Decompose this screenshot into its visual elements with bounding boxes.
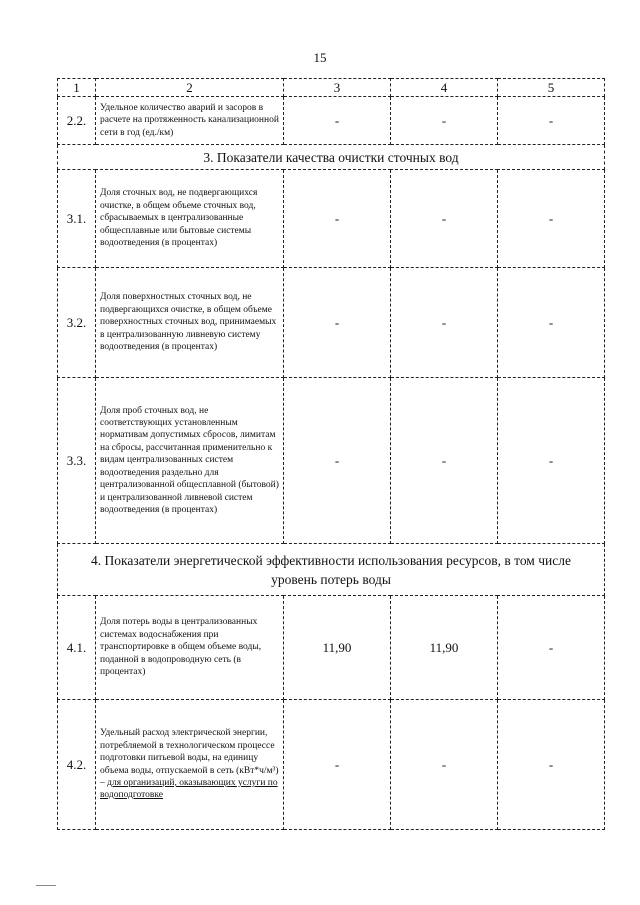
row-description: Доля сточных вод, не подвергающихся очистке, в общем объеме сточных вод, сбрасываемых в централизованные общесплавные или бытовые системы водоотведения (в процентах)	[96, 170, 284, 268]
header-col-5: 5	[498, 79, 605, 97]
section-title: 4. Показатели энергетической эффективности использования ресурсов, в том числе уровень потерь воды	[58, 544, 605, 596]
table-row	[58, 378, 605, 544]
indicators-table	[57, 78, 605, 830]
value-col-3: -	[284, 170, 391, 268]
table-row	[58, 268, 605, 378]
page-number: 15	[313, 50, 327, 65]
row-description: Доля поверхностных сточных вод, не подвергающихся очистке, в общем объеме поверхностных сточных вод, принимаемых в централизованную ливневую систему водоотведения (в процентах)	[96, 268, 284, 378]
row-description: Доля потерь воды в централизованных системах водоснабжения при транспортировке в общем объеме воды, поданной в водопроводную сеть (в процентах)	[96, 596, 284, 700]
section-title: 3. Показатели качества очистки сточных вод	[58, 145, 605, 170]
table-row	[58, 700, 605, 830]
row-description	[96, 700, 284, 830]
row-number: 3.1.	[58, 170, 96, 268]
value-col-4: -	[391, 170, 498, 268]
header-row	[58, 79, 605, 97]
value-col-3: 11,90	[284, 596, 391, 700]
value-col-3: -	[284, 378, 391, 544]
row-number: 4.2.	[58, 700, 96, 830]
header-col-3: 3	[284, 79, 391, 97]
table-row	[58, 97, 605, 145]
section-row	[58, 145, 605, 170]
value-col-5: -	[498, 268, 605, 378]
value-col-4: -	[391, 700, 498, 830]
value-col-5: -	[498, 378, 605, 544]
value-col-5: -	[498, 700, 605, 830]
row-description-text: Удельный расход электрической энергии, потребляемой в технологическом процессе подготовки питьевой воды, на единицу объема воды, отпускаемой в сеть (кВт*ч/м³) –	[100, 728, 279, 788]
table-row	[58, 170, 605, 268]
value-col-4: -	[391, 268, 498, 378]
value-col-4: -	[391, 378, 498, 544]
header-col-4: 4	[391, 79, 498, 97]
row-number: 3.3.	[58, 378, 96, 544]
section-row	[58, 544, 605, 596]
table-row	[58, 596, 605, 700]
row-number: 2.2.	[58, 97, 96, 145]
row-number: 4.1.	[58, 596, 96, 700]
value-col-4: 11,90	[391, 596, 498, 700]
value-col-5: -	[498, 170, 605, 268]
value-col-5: -	[498, 97, 605, 145]
value-col-3: -	[284, 700, 391, 830]
value-col-3: -	[284, 97, 391, 145]
value-col-4: -	[391, 97, 498, 145]
row-description: Удельное количество аварий и засоров в расчете на протяженность канализационной сети в год (ед./км)	[96, 97, 284, 145]
header-col-2: 2	[96, 79, 284, 97]
header-col-1: 1	[58, 79, 96, 97]
row-number: 3.2.	[58, 268, 96, 378]
row-description: Доля проб сточных вод, не соответствующих установленным нормативам допустимых сбросов, лимитам на сбросы, рассчитанная применительно к видам централизованных систем водоотведения раздельно для централизованной общесплавной (бытовой) и централизованной ливневой систем водоотведения (в процентах)	[96, 378, 284, 544]
row-description-underlined: для организаций, оказывающих услуги по водоподготовке	[100, 777, 278, 801]
value-col-5: -	[498, 596, 605, 700]
value-col-3: -	[284, 268, 391, 378]
footer-mark	[36, 885, 56, 886]
